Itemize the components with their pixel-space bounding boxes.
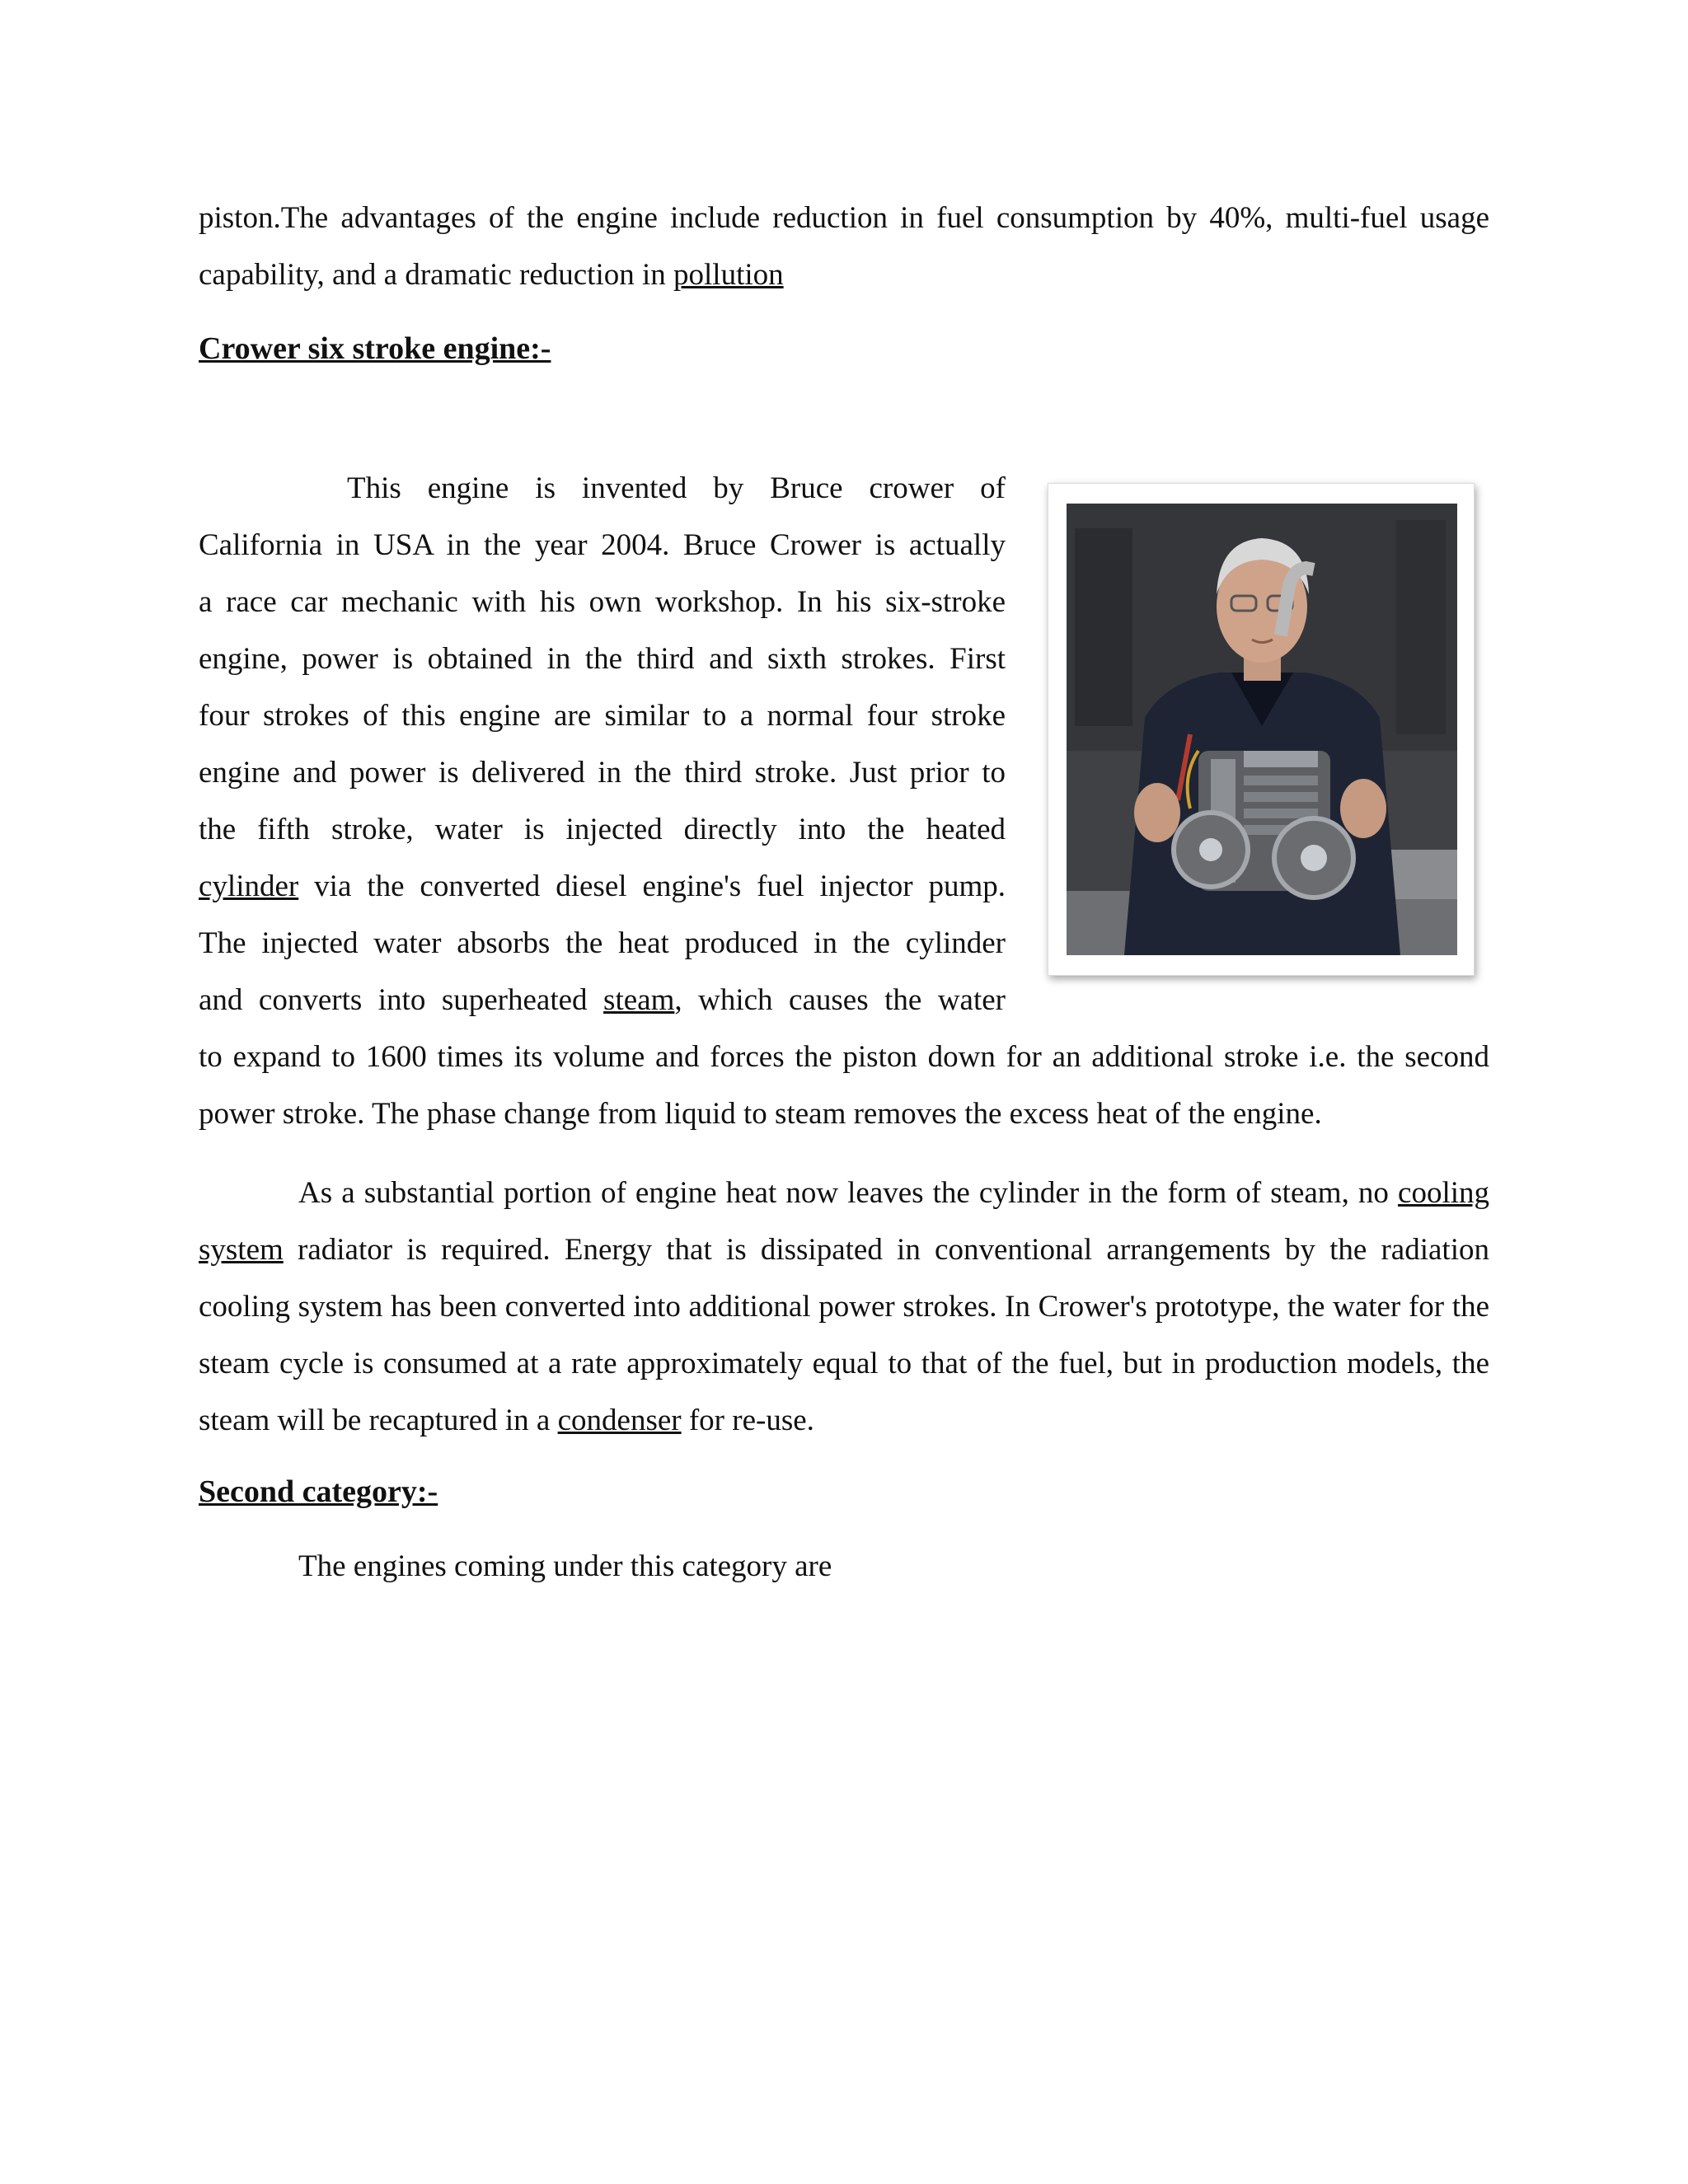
- crower-line-4: engine, power is obtained in the third and sixth strokes. First: [199, 642, 1006, 676]
- crower-line-8-text: via the converted diesel engine's fuel injector pump.: [298, 869, 1006, 903]
- second-category-text: The engines coming under this category are: [298, 1549, 832, 1583]
- second-category-paragraph: [199, 1538, 1489, 1595]
- condenser-link[interactable]: condenser: [557, 1404, 682, 1437]
- steam-link[interactable]: steam: [603, 983, 675, 1017]
- crower-line-10: [199, 972, 1006, 1029]
- crower-continuation: to expand to 1600 times its volume and forces the piston down for an additional stroke i.e. the second power stroke. The phase change from liquid to steam removes the excess heat of the engine.: [199, 1040, 1489, 1131]
- crower-line-5: four strokes of this engine are similar to a normal four stroke: [199, 699, 1006, 733]
- crower-line-2: California in USA in the year 2004. Bruce Crower is actually: [199, 528, 1006, 562]
- intro-text: piston.The advantages of the engine include reduction in fuel consumption by 40%, multi-fuel usage capability, and a dramatic reduction in: [199, 201, 1489, 292]
- crower-paragraph-wrapped: [199, 460, 1006, 1029]
- crower-line-8: [199, 858, 1006, 915]
- cooling-system-link[interactable]: cooling system: [199, 1176, 1489, 1267]
- cooling-text-2: radiator is required. Energy that is dissipated in conventional arrangements by the radiation cooling system has been converted into additional power strokes. In Crower's prototype, the water for the steam cycle is consumed at a rate approximately equal to that of the fuel, but in production models, the steam will be recaptured in a: [199, 1233, 1489, 1437]
- intro-paragraph: [199, 190, 1489, 303]
- second-category-heading: Second category:-: [199, 1474, 438, 1509]
- crower-line-9: The injected water absorbs the heat produced in the cylinder: [199, 926, 1006, 960]
- man-with-engine-photo-icon: [1067, 504, 1457, 955]
- crower-line-1: This engine is invented by Bruce crower of: [347, 471, 1006, 505]
- crower-line-10-post: , which causes the water: [674, 983, 1006, 1017]
- cooling-text-1: As a substantial portion of engine heat now leaves the cylinder in the form of steam, no: [298, 1176, 1399, 1210]
- cooling-paragraph: [199, 1165, 1489, 1449]
- crower-line-7: the fifth stroke, water is injected directly into the heated: [199, 813, 1006, 846]
- crower-line-6: engine and power is delivered in the third stroke. Just prior to: [199, 756, 1006, 790]
- crower-heading: Crower six stroke engine:-: [199, 331, 551, 366]
- cooling-text-3: for re-use.: [681, 1404, 814, 1437]
- bruce-crower-photo-frame: [1048, 483, 1475, 976]
- cylinder-link[interactable]: cylinder: [199, 869, 299, 903]
- crower-line-10-pre: and converts into superheated: [199, 983, 604, 1017]
- pollution-link[interactable]: pollution: [673, 258, 784, 292]
- crower-paragraph-continued: [199, 1029, 1489, 1142]
- crower-line-3: a race car mechanic with his own workshop. In his six-stroke: [199, 585, 1006, 619]
